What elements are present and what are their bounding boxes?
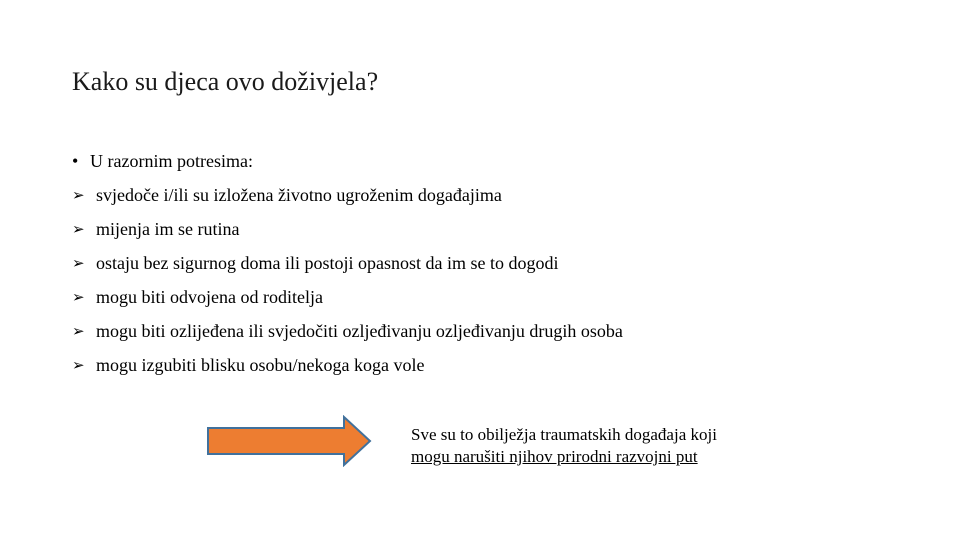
list-item xyxy=(72,251,623,285)
right-arrow-icon xyxy=(206,415,372,467)
note-line-1: Sve su to obilježja traumatskih događaja koji xyxy=(411,425,717,444)
bullet-dot-icon: • xyxy=(72,151,79,171)
note-line-2: mogu narušiti njihov prirodni razvojni put xyxy=(411,447,698,466)
list-item xyxy=(72,183,623,217)
consequence-list xyxy=(72,183,623,387)
arrowhead-bullet-icon: ➢ xyxy=(72,356,85,374)
list-item xyxy=(72,353,623,387)
list-item-text: mogu biti ozlijeđena ili svjedočiti ozljeđivanju ozljeđivanju drugih osoba xyxy=(96,321,623,341)
arrowhead-bullet-icon: ➢ xyxy=(72,220,85,238)
list-item xyxy=(72,285,623,319)
list-item xyxy=(72,217,623,251)
arrowhead-bullet-icon: ➢ xyxy=(72,322,85,340)
conclusion-note xyxy=(411,424,717,468)
arrowhead-bullet-icon: ➢ xyxy=(72,288,85,306)
list-item-text: svjedoče i/ili su izložena životno ugroženim događajima xyxy=(96,185,502,205)
arrowhead-bullet-icon: ➢ xyxy=(72,186,85,204)
slide-title: Kako su djeca ovo doživjela? xyxy=(72,67,379,96)
list-item-text: ostaju bez sigurnog doma ili postoji opasnost da im se to dogodi xyxy=(96,253,559,273)
list-item-text: mogu biti odvojena od roditelja xyxy=(96,287,323,307)
list-item xyxy=(72,319,623,353)
arrowhead-bullet-icon: ➢ xyxy=(72,254,85,272)
intro-text: U razornim potresima: xyxy=(90,151,253,171)
intro-bullet xyxy=(72,149,253,173)
list-item-text: mogu izgubiti blisku osobu/nekoga koga vole xyxy=(96,355,425,375)
list-item-text: mijenja im se rutina xyxy=(96,219,240,239)
